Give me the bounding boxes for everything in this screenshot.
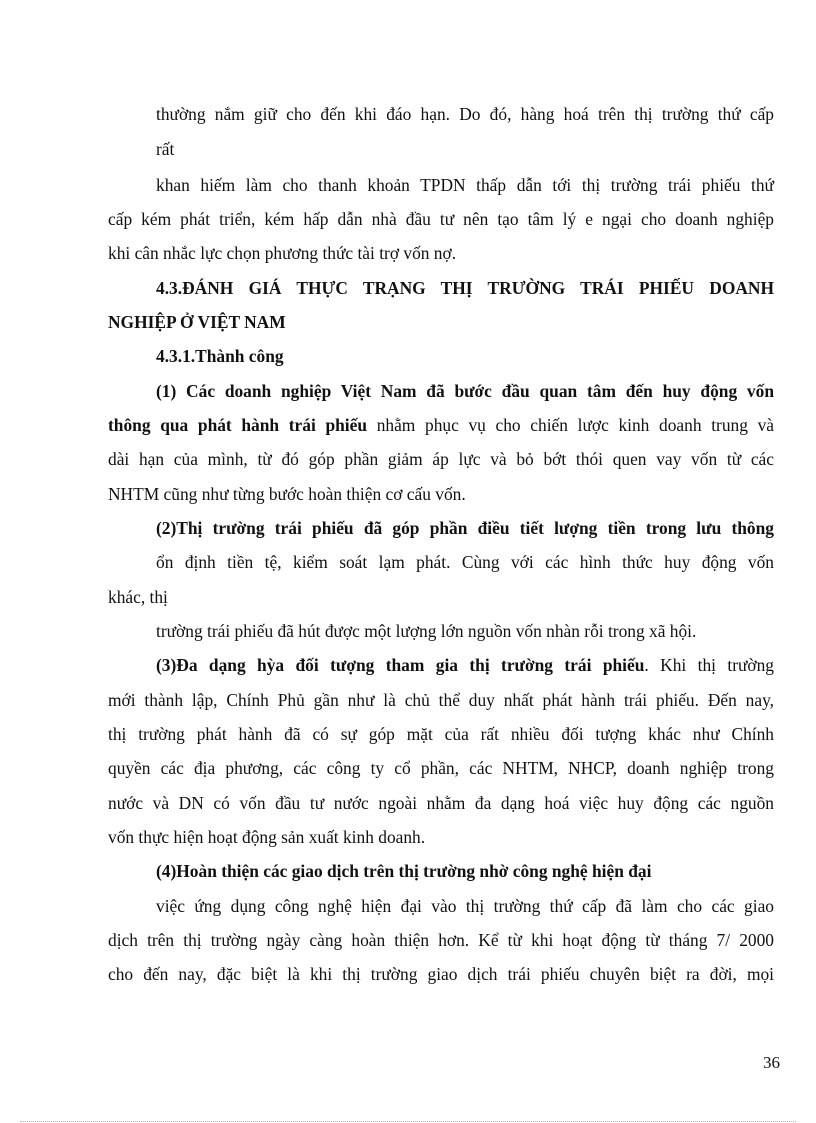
body-text-line: vốn thực hiện hoạt động sản xuất kinh doanh. <box>108 827 426 847</box>
body-text-line: dịch trên thị trường ngày càng hoàn thiện hơn. Kể từ khi hoạt động từ tháng 7/ 2000 <box>108 930 774 950</box>
point-heading-continued: thông qua phát hành trái phiếu <box>108 415 368 435</box>
body-text-run: nhằm phục vụ cho chiến lược kinh doanh trung và <box>367 415 774 435</box>
point-heading: (3)Đa dạng hỳa đối tượng tham gia thị trường trái phiếu <box>156 655 645 675</box>
body-text-line: nước và DN có vốn đầu tư nước ngoài nhằm đa dạng hoá việc huy động các nguồn <box>108 793 774 813</box>
body-text-line: quyền các địa phương, các công ty cổ phần, các NHTM, NHCP, doanh nghiệp trong <box>108 758 774 778</box>
body-text-line: NHTM cũng như từng bước hoàn thiện cơ cấu vốn. <box>108 484 466 504</box>
body-text-line: thường nắm giữ cho đến khi đáo hạn. Do đó, hàng hoá trên thị trường thứ cấp <box>156 104 774 124</box>
body-text-line: ổn định tiền tệ, kiểm soát lạm phát. Cùng với các hình thức huy động vốn <box>156 552 774 572</box>
section-heading: NGHIỆP Ở VIỆT NAM <box>108 312 286 332</box>
body-text-line: rất <box>156 139 175 159</box>
point-heading: (2)Thị trường trái phiếu đã góp phần điều tiết lượng tiền trong lưu thông <box>156 518 774 538</box>
point-heading: (1) Các doanh nghiệp Việt Nam đã bước đầu quan tâm đến huy động vốn <box>156 381 774 401</box>
body-text-line: khan hiếm làm cho thanh khoản TPDN thấp dẫn tới thị trường trái phiếu thứ <box>156 175 774 195</box>
page-number: 36 <box>763 1053 780 1072</box>
body-text-run: . Khi thị trường <box>644 655 774 675</box>
body-text-line <box>156 654 774 676</box>
body-text-line: thị trường phát hành đã có sự góp mặt của rất nhiều đối tượng khác như Chính <box>108 724 774 744</box>
body-text-line: khi cân nhắc lực chọn phương thức tài trợ vốn nợ. <box>108 243 457 263</box>
body-text-line: dài hạn của mình, từ đó góp phần giảm áp lực và bỏ bớt thói quen vay vốn từ các <box>108 449 774 469</box>
body-text-line: cho đến nay, đặc biệt là khi thị trường giao dịch trái phiếu chuyên biệt ra đời, mọi <box>108 964 774 984</box>
subsection-heading: 4.3.1.Thành công <box>156 346 284 366</box>
body-text-line: mới thành lập, Chính Phủ gần như là chủ thể duy nhất phát hành trái phiếu. Đến nay, <box>108 690 774 710</box>
point-heading: (4)Hoàn thiện các giao dịch trên thị trường nhờ công nghệ hiện đại <box>156 861 652 881</box>
page-bottom-dotted-rule <box>20 1121 796 1122</box>
section-heading: 4.3.ĐÁNH GIÁ THỰC TRẠNG THỊ TRƯỜNG TRÁI PHIẾU DOANH <box>156 278 774 298</box>
body-text-line: khác, thị <box>108 587 168 607</box>
body-text-line: việc ứng dụng công nghệ hiện đại vào thị trường thứ cấp đã làm cho các giao <box>156 896 774 916</box>
body-text-line <box>108 414 774 436</box>
body-text-line: trường trái phiếu đã hút được một lượng lớn nguồn vốn nhàn rỗi trong xã hội. <box>156 621 697 641</box>
body-text-line: cấp kém phát triển, kém hấp dẫn nhà đầu tư nên tạo tâm lý e ngại cho doanh nghiệp <box>108 209 774 229</box>
